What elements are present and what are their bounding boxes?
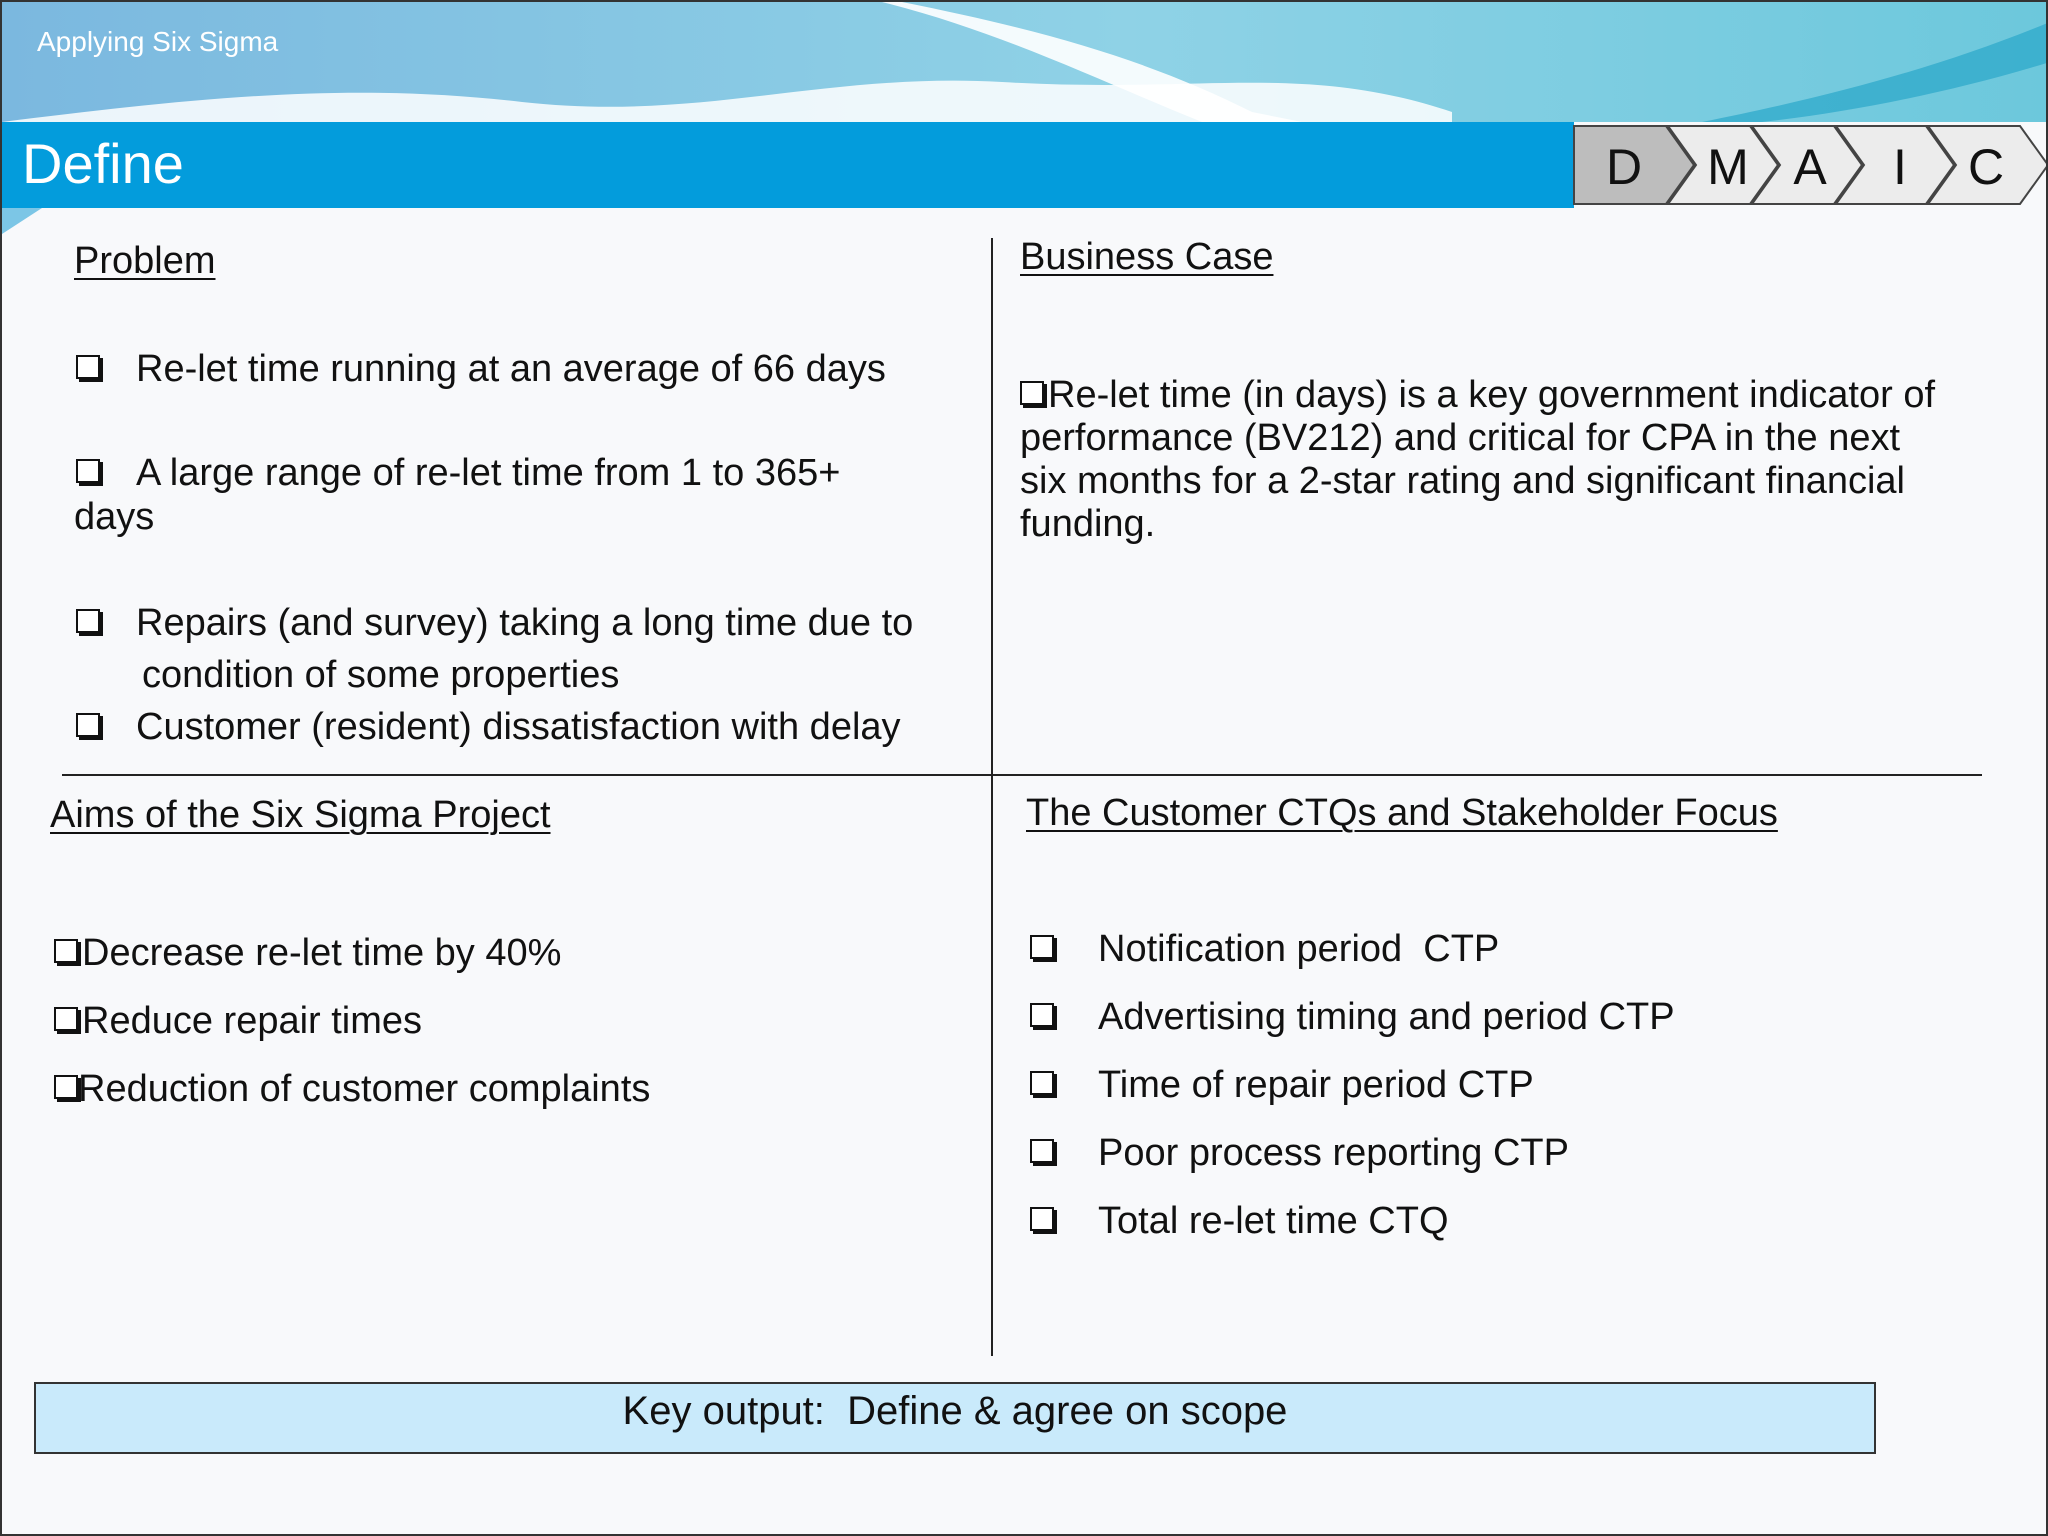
business-case-line: Re-let time (in days) is a key government indicator of — [1020, 374, 1935, 417]
problem-item: Re-let time running at an average of 66 days — [76, 348, 886, 391]
ctq-item: Total re-let time CTQ — [1030, 1200, 1449, 1243]
problem-item-continuation: condition of some properties — [142, 654, 620, 696]
checkbox-icon — [54, 939, 78, 963]
dmaic-step-m-label: M — [1707, 139, 1749, 195]
dmaic-step-a-label: A — [1793, 139, 1827, 195]
checkbox-icon — [1020, 381, 1044, 405]
checkbox-icon — [1030, 1003, 1054, 1027]
aims-item: Reduce repair times — [54, 1000, 422, 1043]
ctq-item: Notification period CTP — [1030, 928, 1499, 971]
aims-item: Reduction of customer complaints — [54, 1068, 650, 1111]
business-case-line: performance (BV212) and critical for CPA in the next — [1020, 417, 1901, 459]
problem-item-continuation: days — [74, 496, 155, 538]
problem-heading: Problem — [74, 240, 216, 282]
ctq-item: Time of repair period CTP — [1030, 1064, 1534, 1107]
ctq-item: Poor process reporting CTP — [1030, 1132, 1569, 1175]
ctqs-heading: The Customer CTQs and Stakeholder Focus — [1026, 792, 1778, 834]
slide-title: Define — [22, 132, 184, 195]
checkbox-icon — [1030, 1071, 1054, 1095]
business-case-line: funding. — [1020, 503, 1156, 545]
deck-title: Applying Six Sigma — [37, 26, 279, 57]
aims-heading: Aims of the Six Sigma Project — [50, 794, 551, 836]
horizontal-divider — [62, 774, 1982, 776]
business-case-line: six months for a 2-star rating and significant financial — [1020, 460, 1905, 502]
checkbox-icon — [76, 355, 100, 379]
checkbox-icon — [76, 459, 100, 483]
problem-item: A large range of re-let time from 1 to 365+ — [76, 452, 840, 495]
key-output-box — [34, 1382, 1876, 1454]
checkbox-icon — [76, 609, 100, 633]
business-case-heading: Business Case — [1020, 236, 1274, 278]
dmaic-chevrons — [1572, 122, 2048, 208]
problem-item: Customer (resident) dissatisfaction with delay — [76, 706, 901, 749]
dmaic-step-i-label: I — [1893, 139, 1907, 195]
problem-item: Repairs (and survey) taking a long time due to — [76, 602, 913, 645]
key-output-text: Key output: Define & agree on scope — [622, 1389, 1288, 1433]
checkbox-icon — [54, 1075, 78, 1099]
dmaic-step-d-label: D — [1605, 139, 1643, 195]
checkbox-icon — [54, 1007, 78, 1031]
checkbox-icon — [76, 713, 100, 737]
aims-item: Decrease re-let time by 40% — [54, 932, 561, 975]
title-bar — [2, 122, 1574, 208]
checkbox-icon — [1030, 1139, 1054, 1163]
checkbox-icon — [1030, 935, 1054, 959]
ctq-item: Advertising timing and period CTP — [1030, 996, 1675, 1039]
dmaic-step-c-label: C — [1967, 139, 2005, 195]
vertical-divider — [991, 238, 993, 1356]
checkbox-icon — [1030, 1207, 1054, 1231]
